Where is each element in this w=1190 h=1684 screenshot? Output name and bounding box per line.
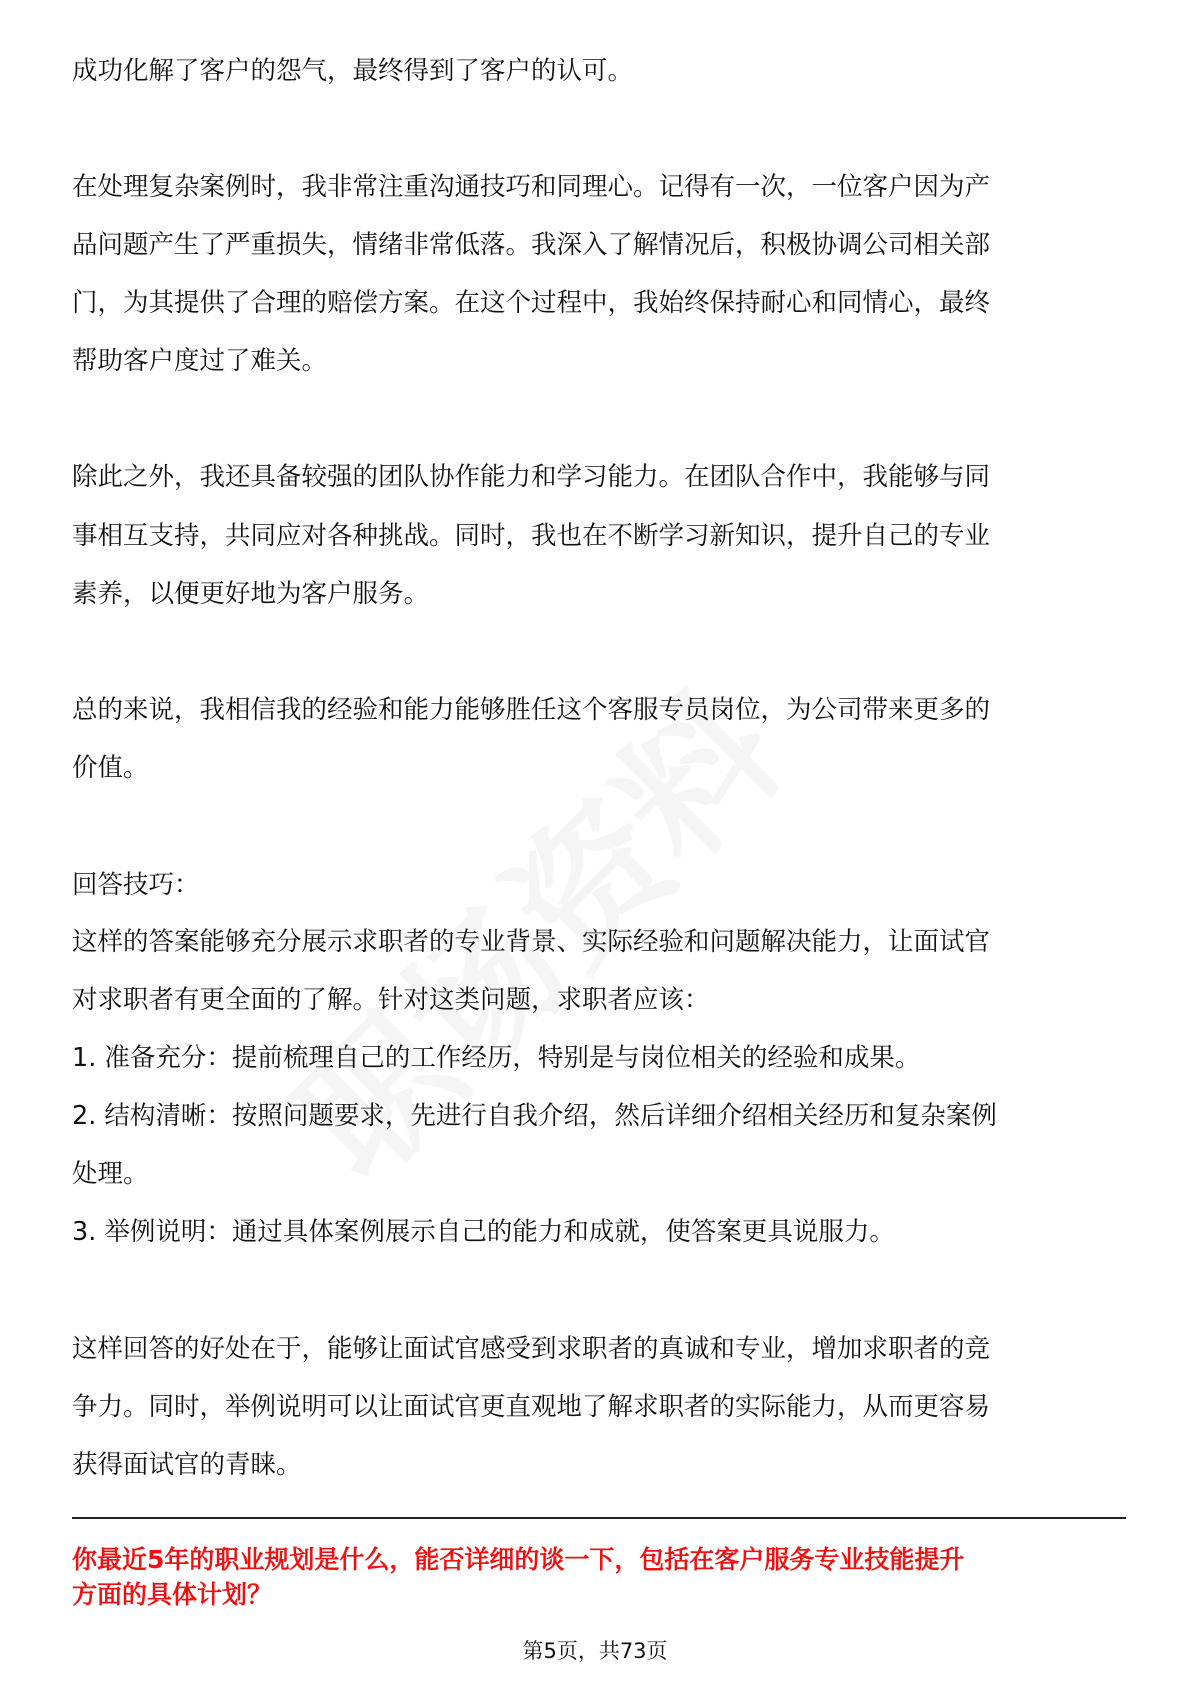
text-line: 门，为其提供了合理的赔偿方案。在这个过程中，我始终保持耐心和同情心，最终 <box>72 288 991 318</box>
text-line: 品问题产生了严重损失，情绪非常低落。我深入了解情况后，积极协调公司相关部 <box>72 230 991 260</box>
text-line: 在处理复杂案例时，我非常注重沟通技巧和同理心。记得有一次，一位客户因为产 <box>72 172 991 202</box>
list-item: 1. 准备充分：提前梳理自己的工作经历，特别是与岗位相关的经验和成果。 <box>72 1043 921 1073</box>
text-line: 除此之外，我还具备较强的团队协作能力和学习能力。在团队合作中，我能够与同 <box>72 462 991 492</box>
list-item: 3. 举例说明：通过具体案例展示自己的能力和成就，使答案更具说服力。 <box>72 1217 895 1247</box>
text-line: 这样回答的好处在于，能够让面试官感受到求职者的真诚和专业，增加求职者的竞 <box>72 1334 991 1364</box>
text-line: 争力。同时，举例说明可以让面试官更直观地了解求职者的实际能力，从而更容易 <box>72 1392 991 1422</box>
text-line: 这样的答案能够充分展示求职者的专业背景、实际经验和问题解决能力，让面试官 <box>72 927 991 957</box>
section-divider <box>72 1517 1126 1519</box>
tips-heading: 回答技巧： <box>72 870 200 900</box>
text-line: 成功化解了客户的怨气，最终得到了客户的认可。 <box>72 56 634 86</box>
question-heading: 你最近5年的职业规划是什么，能否详细的谈一下，包括在客户服务专业技能提升 <box>72 1545 965 1574</box>
text-line: 获得面试官的青睐。 <box>72 1450 302 1480</box>
text-line: 事相互支持，共同应对各种挑战。同时，我也在不断学习新知识，提升自己的专业 <box>72 521 991 551</box>
question-heading: 方面的具体计划？ <box>72 1580 273 1609</box>
text-line: 处理。 <box>72 1159 149 1189</box>
text-line: 总的来说，我相信我的经验和能力能够胜任这个客服专员岗位，为公司带来更多的 <box>72 695 991 725</box>
page-number: 第5页，共73页 <box>522 1639 668 1663</box>
list-item: 2. 结构清晰：按照问题要求，先进行自我介绍，然后详细介绍相关经历和复杂案例 <box>72 1101 997 1131</box>
text-line: 对求职者有更全面的了解。针对这类问题，求职者应该： <box>72 985 710 1015</box>
text-line: 帮助客户度过了难关。 <box>72 346 328 376</box>
text-line: 价值。 <box>72 753 149 783</box>
text-line: 素养，以便更好地为客户服务。 <box>72 579 430 609</box>
